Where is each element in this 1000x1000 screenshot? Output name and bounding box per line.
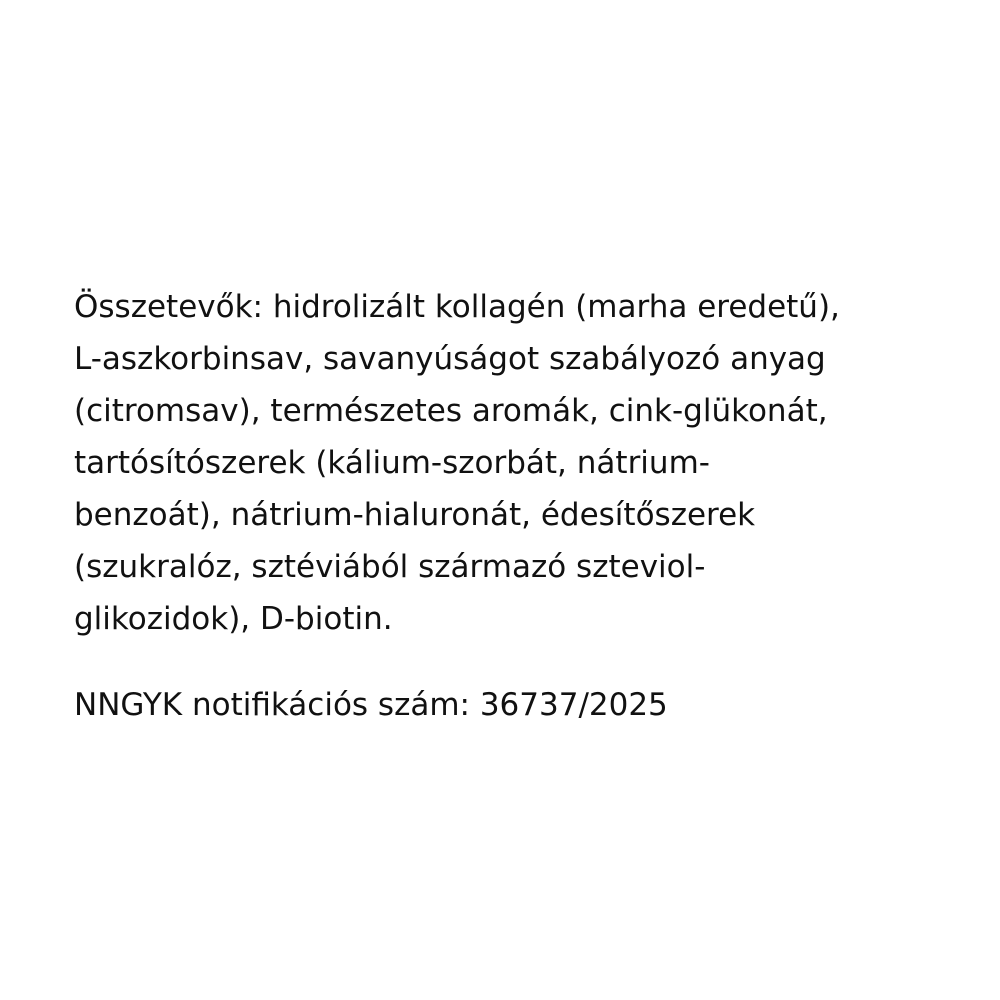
ingredients-line: (szukralóz, sztéviából származó szteviol- (74, 549, 706, 585)
ingredients-paragraph (74, 281, 954, 645)
notification-number: NNGYK notifikációs szám: 36737/2025 (74, 687, 668, 723)
ingredients-line: tartósítószerek (kálium-szorbát, nátrium- (74, 445, 710, 481)
ingredients-line: glikozidok), D-biotin. (74, 601, 393, 637)
ingredients-line: L-aszkorbinsav, savanyúságot szabályozó anyag (74, 341, 826, 377)
ingredients-line: (citromsav), természetes aromák, cink-glükonát, (74, 393, 828, 429)
ingredients-line: benzoát), nátrium-hialuronát, édesítőszerek (74, 497, 756, 533)
ingredients-line: Összetevők: hidrolizált kollagén (marha eredetű), (74, 289, 840, 325)
